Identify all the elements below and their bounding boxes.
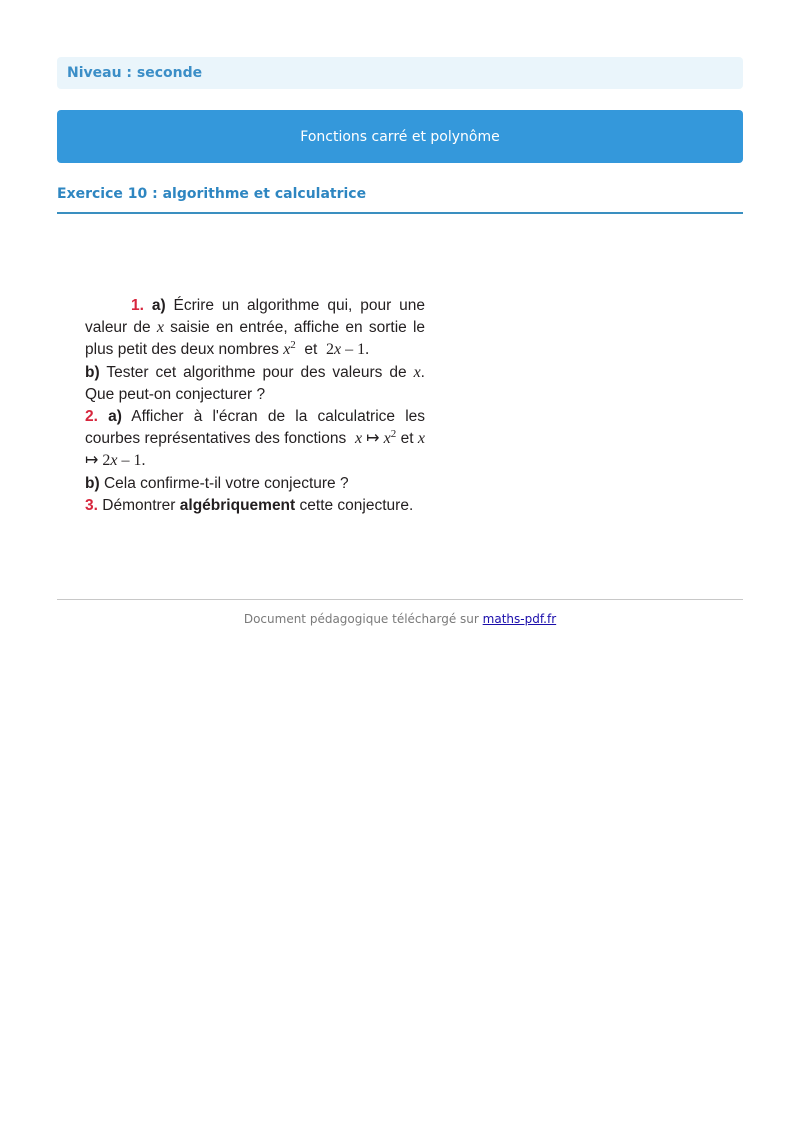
x-squared-base: x xyxy=(283,341,291,359)
question-2a-et: et xyxy=(400,430,414,448)
question-3 xyxy=(85,495,425,517)
function-2-coef: 2 xyxy=(102,452,111,470)
function-1-base: x xyxy=(383,430,391,448)
question-2b-text: Cela confirme-t-il votre conjecture ? xyxy=(103,474,349,492)
theme-banner xyxy=(57,110,743,163)
question-3-text-2: cette conjecture. xyxy=(299,496,414,514)
function-1-var: x xyxy=(354,430,363,448)
expr-coef: 2 xyxy=(325,341,334,359)
function-2-rest: – 1. xyxy=(117,452,146,470)
function-2-var2: x xyxy=(110,452,118,470)
question-1b-text-1: Tester cet algorithme pour des valeurs de xyxy=(106,363,407,381)
exercise-title: Exercice 10 : algorithme et calculatrice xyxy=(57,186,743,214)
question-2b xyxy=(85,473,425,495)
worksheet-page xyxy=(57,57,743,626)
x-squared-exponent: 2 xyxy=(290,339,296,352)
expr-rest: – 1. xyxy=(341,341,370,359)
subquestion-label-1a: a) xyxy=(151,297,166,314)
subquestion-label-1b: b) xyxy=(85,363,100,381)
question-1a-text-1: Écrire un algorithme qui, pour une valeur de xyxy=(85,297,425,337)
theme-title: Fonctions carré et polynôme xyxy=(300,128,500,145)
question-2a xyxy=(85,406,425,473)
exercise-statement-image xyxy=(85,295,425,517)
function-2-var: x xyxy=(417,430,426,448)
function-1-exponent: 2 xyxy=(390,428,397,441)
question-number-1: 1. xyxy=(131,297,144,314)
exercise-body xyxy=(57,214,743,599)
variable-x: x xyxy=(156,319,164,337)
question-1b xyxy=(85,362,425,406)
question-3-text-1: Démontrer xyxy=(102,496,176,514)
footer-text: Document pédagogique téléchargé sur xyxy=(243,612,479,626)
question-1b-text-2: . Que peut-on conjecturer ? xyxy=(85,363,425,403)
question-number-2: 2. xyxy=(85,408,98,426)
footer-link[interactable]: maths-pdf.fr xyxy=(482,612,557,626)
subquestion-label-2b: b) xyxy=(85,474,100,492)
question-2a-text: Afficher à l'écran de la calculatrice les courbes représentatives des fonctions xyxy=(85,408,426,448)
question-1a-text-2: saisie en entrée, affiche en sortie le plus petit des deux nombres xyxy=(85,319,426,359)
variable-x: x xyxy=(413,363,421,381)
question-1a xyxy=(85,295,425,362)
level-bar xyxy=(57,57,743,89)
subquestion-label-2a: a) xyxy=(108,408,122,426)
maps-to-arrow: ↦ xyxy=(362,430,384,448)
footer-divider xyxy=(57,599,743,600)
maps-to-arrow: ↦ xyxy=(85,452,103,470)
expr-var: x xyxy=(333,341,342,359)
question-1a-et: et xyxy=(304,341,318,359)
question-number-3: 3. xyxy=(85,496,98,514)
question-3-emphasis: algébriquement xyxy=(179,496,296,514)
level-label: Niveau : seconde xyxy=(67,65,203,81)
footer xyxy=(57,612,743,626)
